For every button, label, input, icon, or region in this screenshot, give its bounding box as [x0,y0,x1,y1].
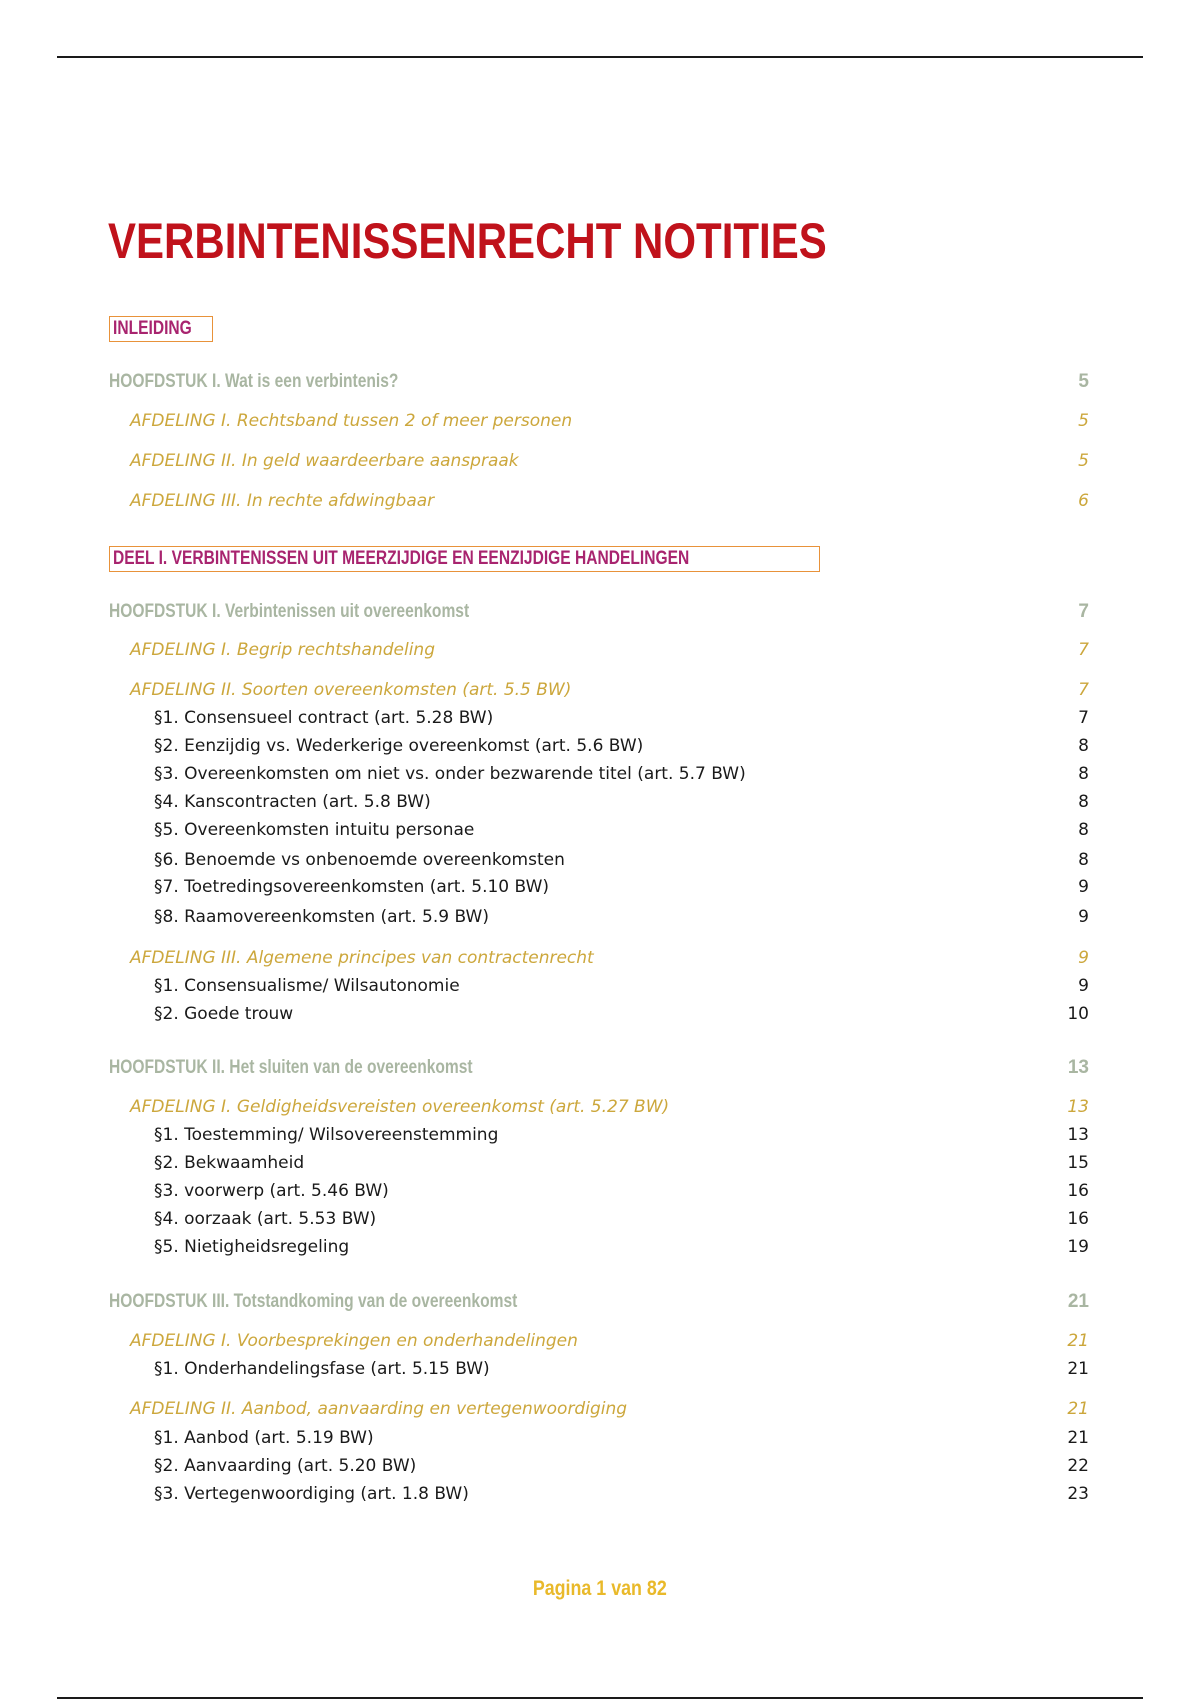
toc-entry-section[interactable]: AFDELING III. In rechte afdwingbaar 6 [130,491,1089,511]
toc-entry-chapter[interactable]: HOOFDSTUK I. Verbintenissen uit overeenkomst 7 [109,601,1089,622]
toc-entry-section[interactable]: AFDELING I. Begrip rechtshandeling 7 [130,640,1089,660]
toc-entry-chapter[interactable]: HOOFDSTUK III. Totstandkoming van de overeenkomst 21 [109,1291,1089,1312]
section-deel-1[interactable]: DEEL I. VERBINTENISSEN UIT MEERZIJDIGE EN EENZIJDIGE HANDELINGEN [109,546,820,572]
toc-entry-paragraph[interactable]: §5. Overeenkomsten intuitu personae 8 [154,820,1089,840]
toc-entry-section[interactable]: AFDELING III. Algemene principes van contractenrecht 9 [130,948,1089,968]
toc-entry-paragraph[interactable]: §1. Onderhandelingsfase (art. 5.15 BW) 21 [154,1359,1089,1379]
toc-entry-paragraph[interactable]: §7. Toetredingsovereenkomsten (art. 5.10 BW) 9 [154,877,1089,897]
toc-entry-paragraph[interactable]: §2. Eenzijdig vs. Wederkerige overeenkomst (art. 5.6 BW) 8 [154,736,1089,756]
page-number-footer: Pagina 1 van 82 [533,1577,667,1600]
section-inleiding[interactable]: INLEIDING [109,316,213,342]
toc-entry-chapter[interactable]: HOOFDSTUK II. Het sluiten van de overeenkomst 13 [109,1057,1089,1078]
toc-entry-paragraph[interactable]: §8. Raamovereenkomsten (art. 5.9 BW) 9 [154,907,1089,927]
toc-entry-paragraph[interactable]: §5. Nietigheidsregeling 19 [154,1237,1089,1257]
toc-entry-paragraph[interactable]: §6. Benoemde vs onbenoemde overeenkomsten 8 [154,850,1089,870]
toc-entry-paragraph[interactable]: §3. Overeenkomsten om niet vs. onder bezwarende titel (art. 5.7 BW) 8 [154,764,1089,784]
header-rule [57,56,1143,58]
toc-entry-paragraph[interactable]: §1. Aanbod (art. 5.19 BW) 21 [154,1428,1089,1448]
toc-entry-paragraph[interactable]: §3. voorwerp (art. 5.46 BW) 16 [154,1181,1089,1201]
footer-rule [57,1697,1143,1699]
toc-entry-paragraph[interactable]: §3. Vertegenwoordiging (art. 1.8 BW) 23 [154,1484,1089,1504]
toc-entry-paragraph[interactable]: §4. oorzaak (art. 5.53 BW) 16 [154,1209,1089,1229]
toc-entry-paragraph[interactable]: §2. Goede trouw 10 [154,1004,1089,1024]
toc-entry-section[interactable]: AFDELING II. Soorten overeenkomsten (art. 5.5 BW) 7 [130,680,1089,700]
toc-entry-section[interactable]: AFDELING I. Rechtsband tussen 2 of meer personen 5 [130,411,1089,431]
toc-entry-chapter[interactable]: HOOFDSTUK I. Wat is een verbintenis? 5 [109,371,1089,392]
toc-entry-paragraph[interactable]: §1. Consensueel contract (art. 5.28 BW) 7 [154,708,1089,728]
toc-entry-section[interactable]: AFDELING II. Aanbod, aanvaarding en vertegenwoordiging 21 [130,1399,1089,1419]
toc-entry-section[interactable]: AFDELING II. In geld waardeerbare aanspraak 5 [130,451,1089,471]
toc-entry-section[interactable]: AFDELING I. Geldigheidsvereisten overeenkomst (art. 5.27 BW) 13 [130,1097,1089,1117]
toc-entry-section[interactable]: AFDELING I. Voorbesprekingen en onderhandelingen 21 [130,1331,1089,1351]
toc-entry-paragraph[interactable]: §2. Aanvaarding (art. 5.20 BW) 22 [154,1456,1089,1476]
toc-entry-paragraph[interactable]: §2. Bekwaamheid 15 [154,1153,1089,1173]
toc-entry-paragraph[interactable]: §1. Consensualisme/ Wilsautonomie 9 [154,976,1089,996]
toc-entry-paragraph[interactable]: §4. Kanscontracten (art. 5.8 BW) 8 [154,792,1089,812]
toc-entry-paragraph[interactable]: §1. Toestemming/ Wilsovereenstemming 13 [154,1125,1089,1145]
document-title: VERBINTENISSENRECHT NOTITIES [108,213,827,269]
